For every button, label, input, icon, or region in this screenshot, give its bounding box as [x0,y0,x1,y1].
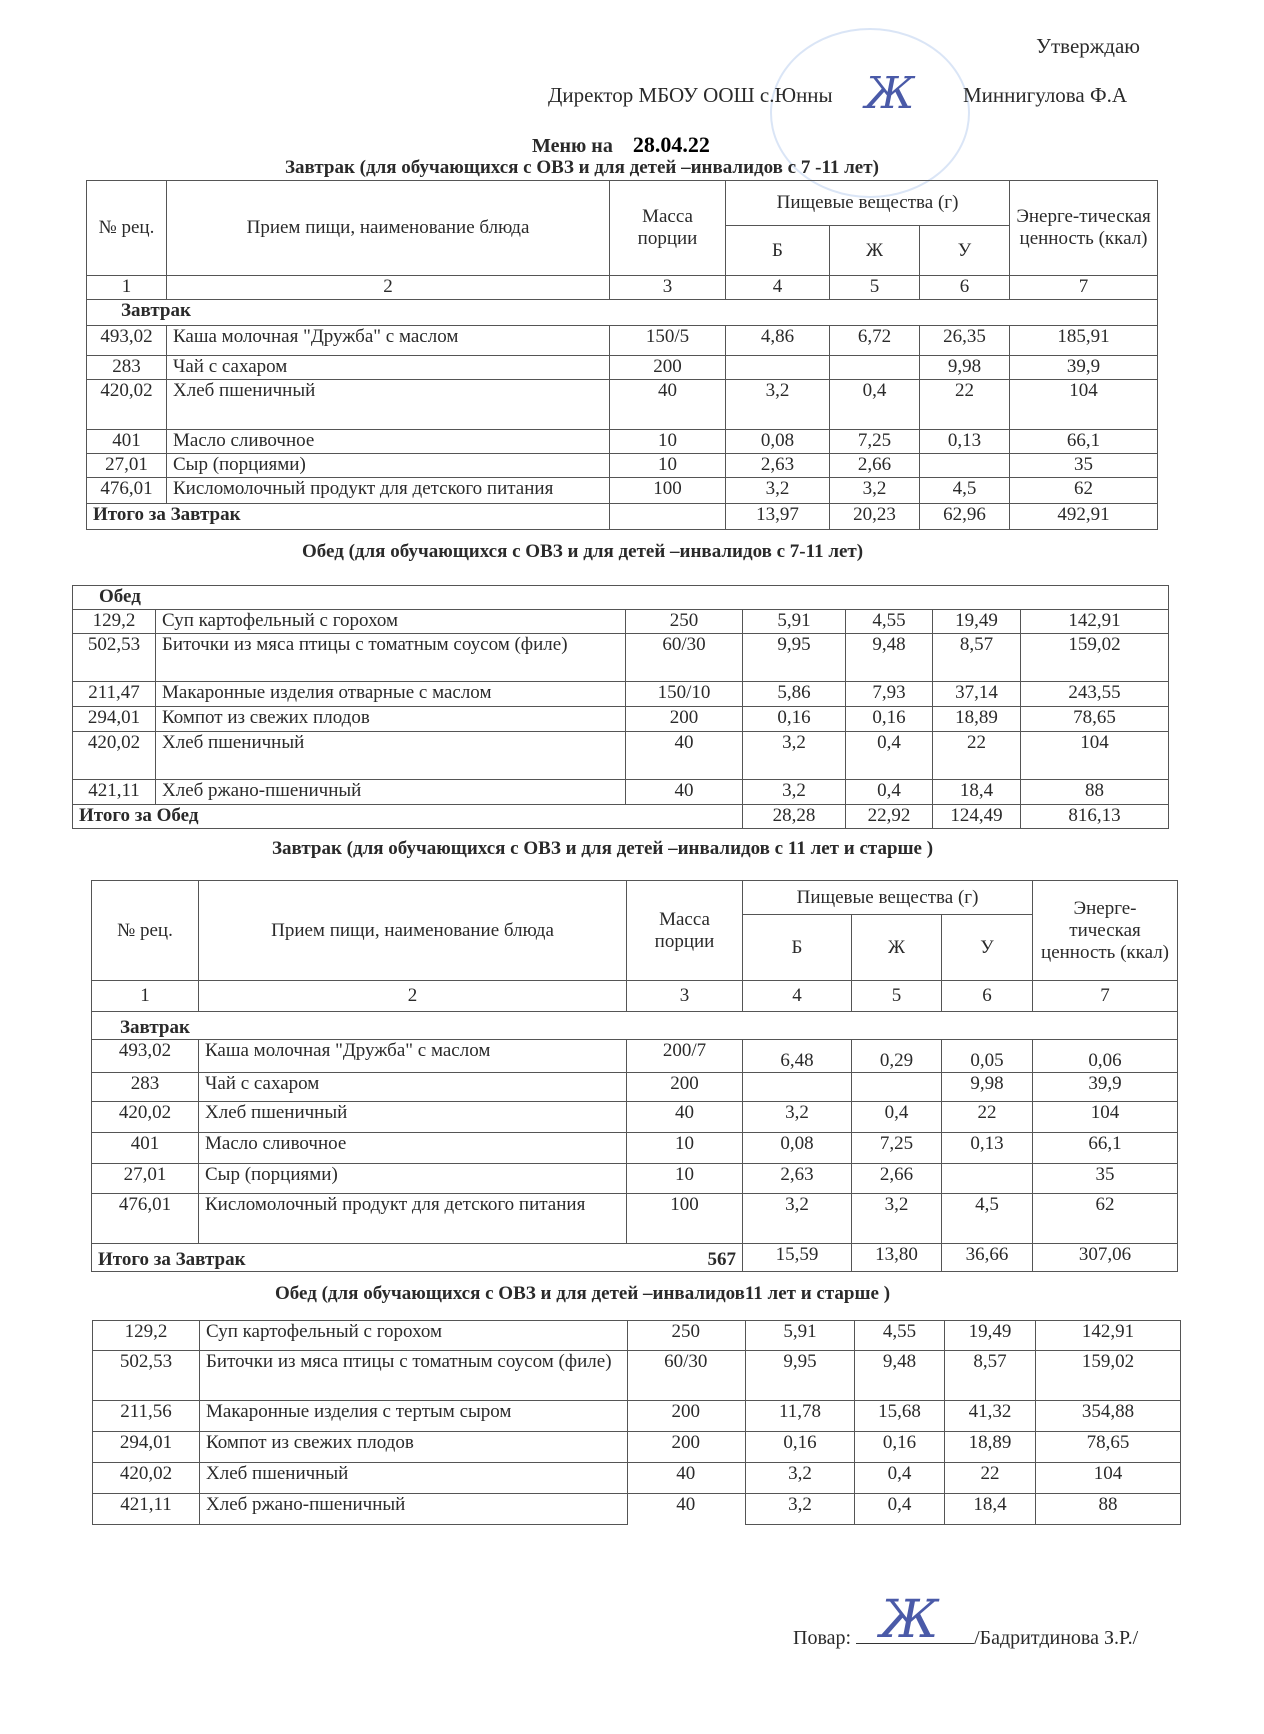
lunch-7-11-table [72,585,1169,829]
section-title-lunch-11-plus: Обед (для обучающихся с ОВЗ и для детей –инвалидов11 лет и старше ) [275,1283,891,1304]
approval-label: Утверждаю [1036,34,1140,58]
lunch-11-plus-table-left [92,1320,628,1525]
table-row: 401 Масло сливочное 10 0,08 7,25 0,13 66,1 [87,430,1158,454]
table-row: 420,02 Хлеб пшеничный 40 3,2 0,4 22 104 [87,380,1158,430]
total-row: Итого за Обед 28,28 22,92 124,49 816,13 [73,805,1169,829]
col-rec-no: № рец. [87,181,167,276]
column-number-row: 1 2 3 4 5 6 7 [87,276,1158,300]
table-row: 476,01 Кисломолочный продукт для детского питания 100 3,2 3,2 4,5 62 [87,478,1158,504]
cook-signature-icon: Ж [880,1590,939,1650]
director-line [548,83,1128,108]
section-title-breakfast-11-plus: Завтрак (для обучающихся с ОВЗ и для детей –инвалидов с 11 лет и старше ) [272,838,934,859]
col-mass: Масса порции [610,181,726,276]
table-row: 493,02 Каша молочная "Дружба" с маслом 200/7 6,48 0,29 0,05 0,06 [92,1040,1178,1073]
col-dish: Прием пищи, наименование блюда [199,881,627,981]
table-row: 283 Чай с сахаром 200 9,98 39,9 [87,356,1158,380]
col-energy: Энерге-тическая ценность (ккал) [1033,881,1178,981]
menu-date: 28.04.22 [632,132,710,157]
director-signature-icon: Ж [865,68,915,119]
col-fat: Ж [830,226,920,276]
table-row: 421,11 Хлеб ржано-пшеничный 40 3,2 0,4 18,4 88 [73,780,1169,805]
table-row: 401 Масло сливочное 10 0,08 7,25 0,13 66,1 [92,1133,1178,1164]
breakfast-11-plus-table [91,880,1178,1272]
col-nutrients: Пищевые вещества (г) [726,181,1010,226]
table-row: 27,01 Сыр (порциями) 10 2,63 2,66 35 [92,1164,1178,1194]
table-row: 11,78 15,68 41,32 354,88 [746,1401,1181,1432]
table-row: 9,95 9,48 8,57 159,02 [746,1351,1181,1401]
section-title-lunch-7-11: Обед (для обучающихся с ОВЗ и для детей –инвалидов с 7-11 лет) [302,541,864,562]
table-row: 3,2 0,4 22 104 [746,1463,1181,1494]
table-row: 0,16 0,16 18,89 78,65 [746,1432,1181,1463]
table-row: 129,2 Суп картофельный с горохом 250 5,91 4,55 19,49 142,91 [73,610,1169,634]
col-carbs: У [920,226,1010,276]
col-carbs: У [942,915,1033,981]
table-row: 421,11 Хлеб ржано-пшеничный [93,1494,628,1525]
menu-heading [532,132,710,158]
lunch-11-plus-table-right [745,1320,1181,1525]
table-row: 420,02 Хлеб пшеничный [93,1463,628,1494]
table-row: 294,01 Компот из свежих плодов [93,1432,628,1463]
col-nutrients: Пищевые вещества (г) [743,881,1033,915]
table-row: 294,01 Компот из свежих плодов 200 0,16 0,16 18,89 78,65 [73,707,1169,732]
table-row: 3,2 0,4 18,4 88 [746,1494,1181,1525]
group-label: Обед [73,586,1169,610]
lunch-11-plus-table-mass: 250 60/30 200 200 40 40 [627,1320,746,1525]
cook-label: Повар: [793,1627,852,1649]
column-number-row: 1 2 3 4 5 6 7 [92,981,1178,1012]
total-row: Итого за Завтрак 567 15,59 13,80 36,66 307,06 [92,1244,1178,1272]
menu-label: Меню на [532,135,613,157]
table-row: 5,91 4,55 19,49 142,91 [746,1321,1181,1351]
total-row: Итого за Завтрак 13,97 20,23 62,96 492,91 [87,504,1158,530]
table-row: 502,53 Биточки из мяса птицы с томатным соусом (филе) [93,1351,628,1401]
col-rec-no: № рец. [92,881,199,981]
col-energy: Энерге-тическая ценность (ккал) [1010,181,1158,276]
breakfast-7-11-table [86,180,1158,530]
col-protein: Б [726,226,830,276]
col-dish: Прием пищи, наименование блюда [167,181,610,276]
table-row: 502,53 Биточки из мяса птицы с томатным соусом (филе) 60/30 9,95 9,48 8,57 159,02 [73,634,1169,682]
table-row: 420,02 Хлеб пшеничный 40 3,2 0,4 22 104 [73,732,1169,780]
table-row: 420,02 Хлеб пшеничный 40 3,2 0,4 22 104 [92,1102,1178,1133]
col-fat: Ж [852,915,942,981]
table-row: 129,2 Суп картофельный с горохом [93,1321,628,1351]
cook-signature-line [793,1625,1138,1650]
col-mass: Масса порции [627,881,743,981]
director-name: Миннигулова Ф.А [963,83,1128,107]
group-label: Завтрак [92,1012,1178,1040]
table-row: 211,47 Макаронные изделия отварные с маслом 150/10 5,86 7,93 37,14 243,55 [73,682,1169,707]
section-title-breakfast-7-11: Завтрак (для обучающихся с ОВЗ и для детей –инвалидов с 7 -11 лет) [285,157,879,178]
table-row: 211,56 Макаронные изделия с тертым сыром [93,1401,628,1432]
director-title: Директор МБОУ ООШ с.Юнны [548,83,833,107]
table-row: 27,01 Сыр (порциями) 10 2,63 2,66 35 [87,454,1158,478]
col-protein: Б [743,915,852,981]
table-row: 493,02 Каша молочная "Дружба" с маслом 150/5 4,86 6,72 26,35 185,91 [87,326,1158,356]
table-row: 283 Чай с сахаром 200 9,98 39,9 [92,1073,1178,1102]
group-label: Завтрак [87,300,1158,326]
table-row: 476,01 Кисломолочный продукт для детского питания 100 3,2 3,2 4,5 62 [92,1194,1178,1244]
cook-name: /Бадритдинова З.Р./ [974,1627,1139,1649]
